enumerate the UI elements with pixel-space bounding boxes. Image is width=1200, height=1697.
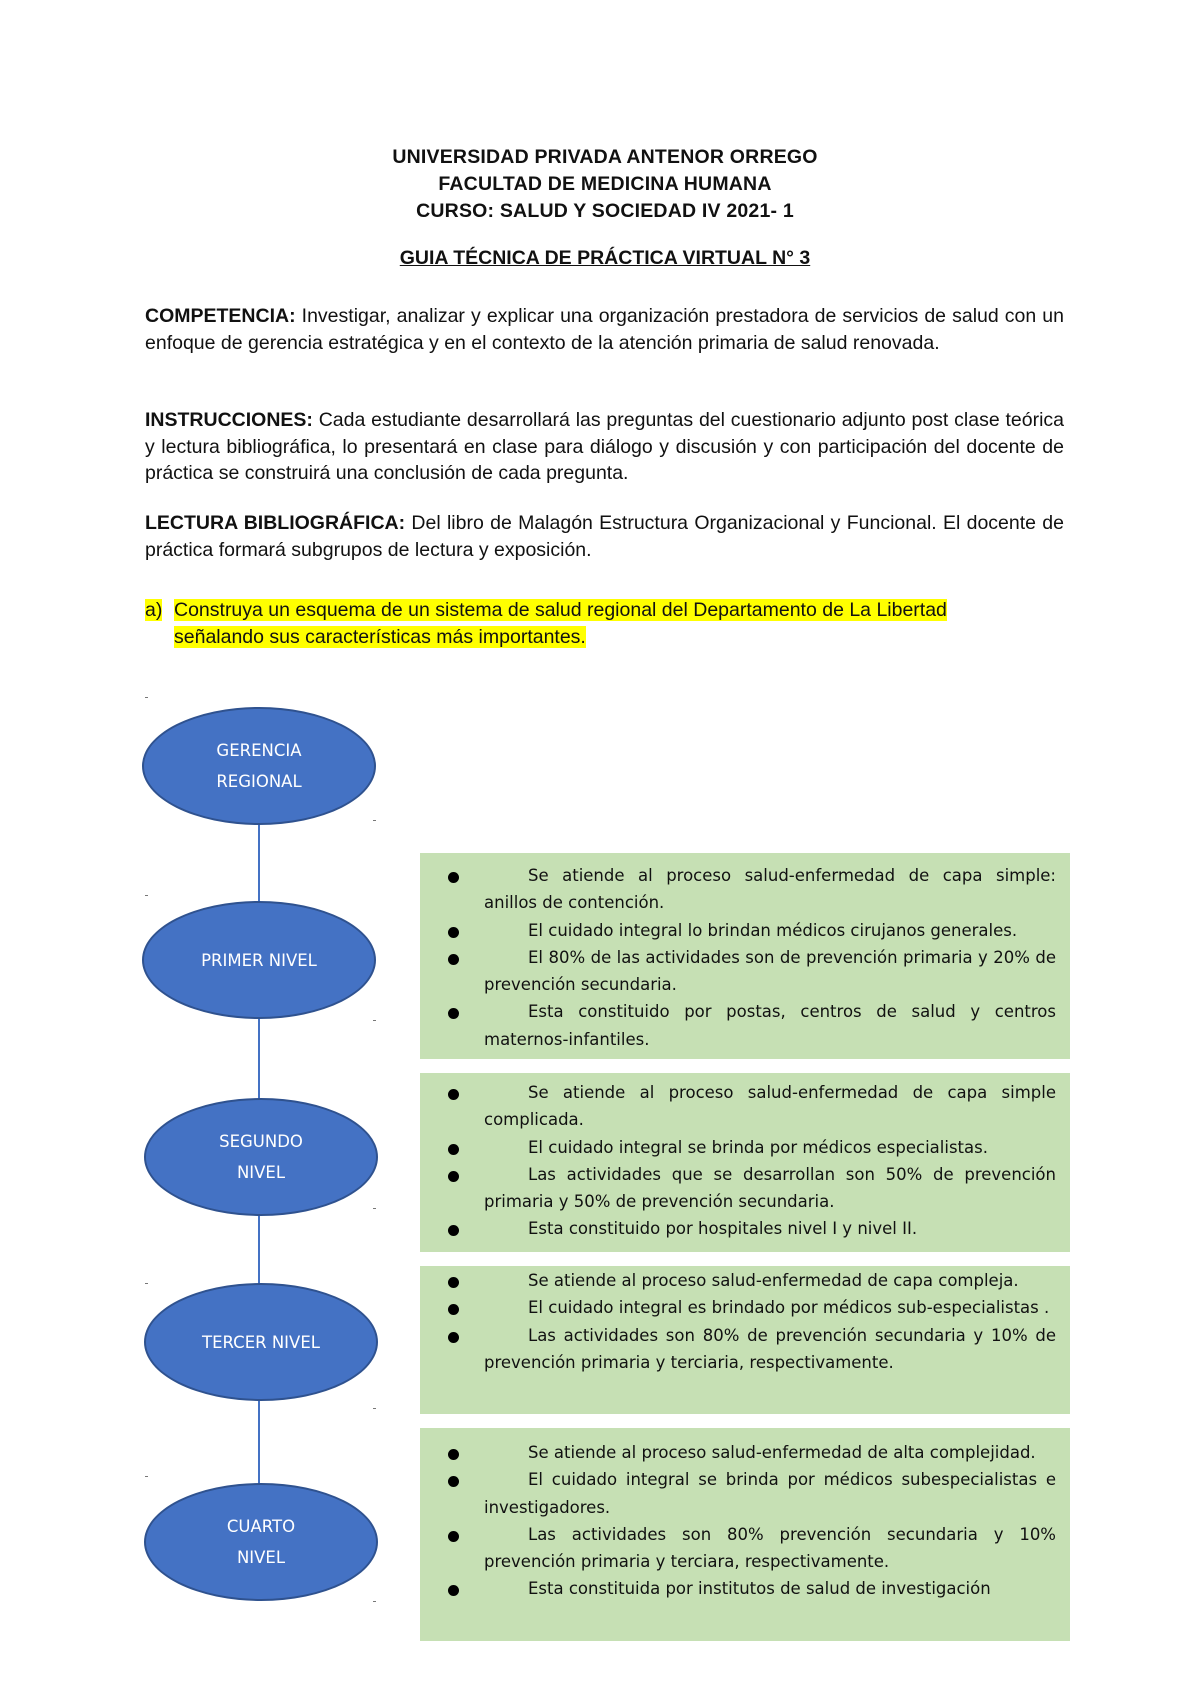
connector-line (258, 1018, 260, 1104)
list-item-text: El 80% de las actividades son de prevención primaria y 20% de prevención secundaria. (484, 947, 1056, 995)
list-item-text: El cuidado integral se brinda por médicos subespecialistas e investigadores. (484, 1470, 1056, 1517)
bullet-icon (448, 927, 459, 938)
connector-line (258, 1398, 260, 1488)
competencia-paragraph (145, 303, 1064, 356)
list-item-text: El cuidado integral se brinda por médicos especialistas. (528, 1137, 988, 1157)
anchor-dot (373, 820, 376, 821)
anchor-dot (145, 1476, 148, 1477)
list-item (434, 862, 1056, 917)
list-item (434, 1439, 1056, 1466)
node-tercer-nivel (144, 1283, 378, 1401)
list-item (434, 917, 1056, 944)
faculty-name: FACULTAD DE MEDICINA HUMANA (438, 173, 772, 195)
bullet-icon (448, 1089, 459, 1100)
list-item (434, 1294, 1056, 1321)
competencia-text: Investigar, analizar y explicar una organización prestadora de servicios de salud con un enfoque de gerencia estratégica y en el contexto de la atención primaria de salud renovada. (145, 305, 1064, 354)
box-tercer-nivel (420, 1266, 1070, 1414)
box-segundo-nivel (420, 1073, 1070, 1252)
node-segundo-nivel (144, 1098, 378, 1216)
list-item-text: Esta constituida por institutos de salud de investigación (528, 1579, 991, 1599)
list-item-text: Las actividades son 80% de prevención secundaria y 10% de prevención primaria y terciaria, respectivamente. (484, 1325, 1056, 1372)
anchor-dot (373, 1020, 376, 1021)
university-name: UNIVERSIDAD PRIVADA ANTENOR ORREGO (392, 146, 818, 168)
node-gerencia-regional (142, 707, 376, 825)
list-item (434, 1134, 1056, 1161)
instrucciones-label: INSTRUCCIONES: (145, 409, 313, 431)
list-item-text: Se atiende al proceso salud-enfermedad de capa simple: anillos de contención. (484, 866, 1056, 913)
bullet-icon (448, 954, 459, 965)
anchor-dot (373, 1408, 376, 1409)
anchor-dot (145, 697, 148, 698)
bullet-icon (448, 1449, 459, 1460)
question-letter: a) (145, 599, 163, 621)
list-item-text: El cuidado integral lo brindan médicos cirujanos generales. (528, 920, 1018, 940)
question-line-1: Construya un esquema de un sistema de salud regional del Departamento de La Libertad (174, 599, 947, 621)
lectura-paragraph (145, 510, 1064, 563)
list-item (434, 1079, 1056, 1134)
list-item (434, 1575, 1056, 1602)
node-label-line-1: CUARTO (226, 1517, 296, 1536)
lectura-text: Del libro de Malagón Estructura Organizacional y Funcional. El docente de práctica formará subgrupos de lectura y exposición. (145, 512, 1064, 561)
bullet-icon (448, 1531, 459, 1542)
list-item-text: Se atiende al proceso salud-enfermedad de capa simple complicada. (484, 1083, 1056, 1130)
node-label-line-2: NIVEL (236, 1548, 286, 1567)
question-line-2: señalando sus características más importantes. (174, 626, 586, 648)
list-item-text: Las actividades que se desarrollan son 50% de prevención primaria y 50% de prevención secundaria. (484, 1164, 1056, 1212)
instrucciones-paragraph (145, 407, 1064, 487)
guide-title: GUIA TÉCNICA DE PRÁCTICA VIRTUAL N° 3 (399, 247, 811, 269)
list-item-text: Las actividades son 80% prevención secundaria y 10% prevención primaria y terciara, respectivamente. (484, 1524, 1056, 1572)
list-item (434, 1267, 1056, 1294)
list-item (434, 944, 1056, 999)
list-item (434, 1322, 1056, 1377)
node-label-line-2: NIVEL (236, 1163, 286, 1182)
bullet-icon (448, 1476, 459, 1487)
question-a (145, 597, 1065, 651)
document-header (145, 144, 1065, 225)
node-label-line-2: REGIONAL (216, 772, 302, 791)
list-item (434, 1521, 1056, 1576)
anchor-dot (145, 1283, 148, 1284)
node-label-line-1: TERCER NIVEL (202, 1332, 320, 1352)
bullet-icon (448, 1332, 459, 1343)
anchor-dot (373, 1208, 376, 1209)
list-item-text: Esta constituido por hospitales nivel I y nivel II. (528, 1219, 918, 1239)
bullet-icon (448, 872, 459, 883)
anchor-dot (145, 895, 148, 896)
node-label-line-1: SEGUNDO (219, 1132, 303, 1151)
list-item-text: Se atiende al proceso salud-enfermedad de capa compleja. (528, 1271, 1019, 1290)
list-item (434, 1215, 1056, 1242)
list-item (434, 1161, 1056, 1216)
bullet-icon (448, 1304, 459, 1315)
list-item (434, 998, 1056, 1053)
anchor-dot (373, 1601, 376, 1602)
lectura-label: LECTURA BIBLIOGRÁFICA: (145, 512, 406, 534)
connector-line (258, 1216, 260, 1286)
node-cuarto-nivel (144, 1483, 378, 1601)
connector-line (258, 825, 260, 907)
list-item (434, 1466, 1056, 1521)
list-item-text: El cuidado integral es brindado por médicos sub-especialistas . (528, 1298, 1050, 1318)
competencia-label: COMPETENCIA: (145, 305, 296, 327)
list-item-text: Esta constituido por postas, centros de salud y centros maternos-infantiles. (484, 1002, 1056, 1049)
node-label-line-1: GERENCIA (216, 741, 302, 760)
node-label-line-1: PRIMER NIVEL (201, 950, 317, 970)
list-item-text: Se atiende al proceso salud-enfermedad de alta complejidad. (528, 1443, 1036, 1462)
bullet-icon (448, 1225, 459, 1236)
bullet-icon (448, 1008, 459, 1019)
bullet-icon (448, 1171, 459, 1182)
bullet-icon (448, 1144, 459, 1155)
node-primer-nivel (142, 901, 376, 1019)
box-cuarto-nivel (420, 1428, 1070, 1641)
course-name: CURSO: SALUD Y SOCIEDAD IV 2021- 1 (416, 200, 794, 222)
instrucciones-text: Cada estudiante desarrollará las preguntas del cuestionario adjunto post clase teórica y lectura bibliográfica, lo presentará en clase para diálogo y discusión y con participación del docente de práctica se construirá una conclusión de cada pregunta. (145, 409, 1064, 484)
bullet-icon (448, 1585, 459, 1596)
bullet-icon (448, 1277, 459, 1288)
box-primer-nivel (420, 853, 1070, 1059)
